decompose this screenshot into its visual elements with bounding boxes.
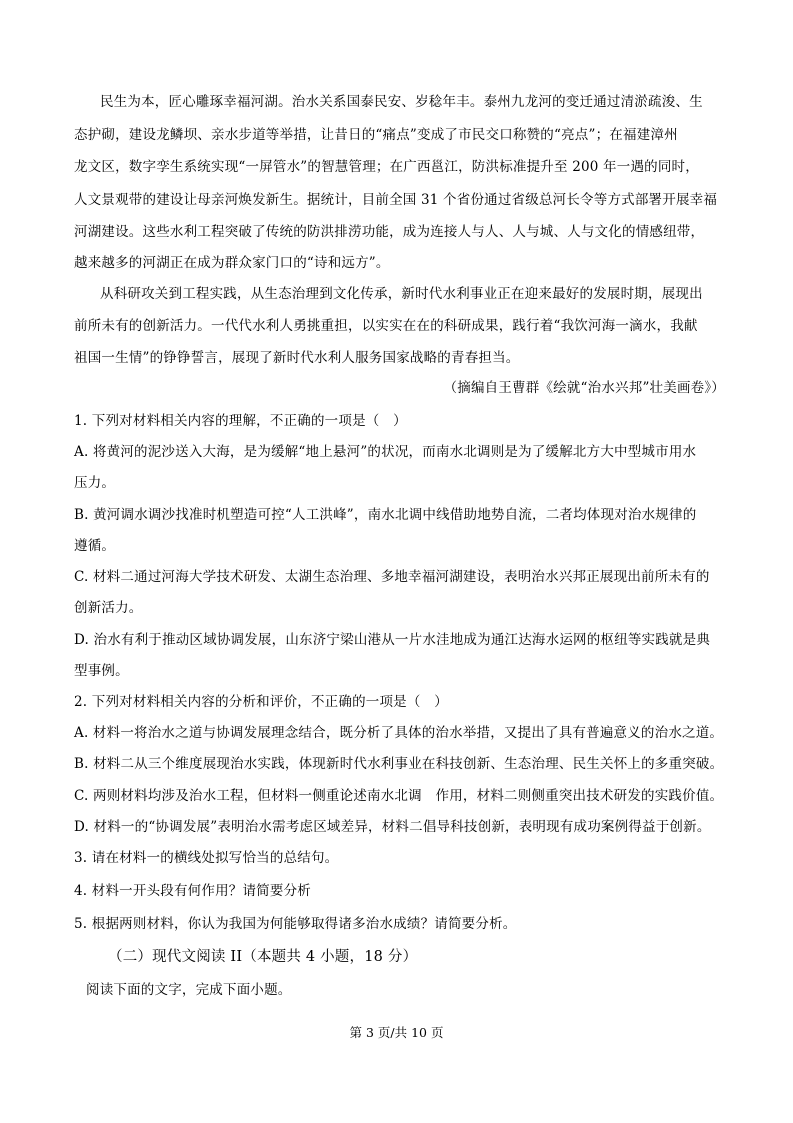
option-line: 遵循。 — [74, 538, 116, 554]
question-5: 5. 根据两则材料，你认为我国为何能够取得诸多治水成绩？请简要分析。 — [74, 916, 517, 932]
question-4: 4. 材料一开头段有何作用？请简要分析 — [74, 883, 311, 899]
option-line: 压力。 — [74, 475, 116, 491]
option-line: D. 治水有利于推动区域协调发展，山东济宁梁山港从一片水洼地成为通江达海水运网的枢纽等实践就是典 — [74, 632, 711, 648]
paragraph-line: 前所未有的创新活力。一代代水利人勇挑重担，以实实在在的科研成果，践行着“我饮河海一滴水，我献 — [74, 318, 698, 334]
option-line: 创新活力。 — [74, 600, 143, 616]
paragraph-line: 人文景观带的建设让母亲河焕发新生。据统计，目前全国 31 个省份通过省级总河长令等方式部署开展幸福 — [74, 192, 718, 208]
paragraph-line: 祖国一生情”的铮铮誓言，展现了新时代水利人服务国家战略的青春担当。 — [74, 350, 520, 366]
question-3: 3. 请在材料一的横线处拟写恰当的总结句。 — [74, 850, 339, 866]
option-line: A. 将黄河的泥沙送入大海，是为缓解“地上悬河”的状况，而南水北调则是为了缓解北方大中型城市用水 — [74, 444, 697, 460]
source-citation: （摘编自王曹群《绘就“治水兴邦”壮美画卷》） — [443, 380, 725, 396]
option-line: D. 材料一的“协调发展”表明治水需考虑区域差异，材料二倡导科技创新，表明现有成功案例得益于创新。 — [74, 819, 711, 835]
option-line: C. 两则材料均涉及治水工程，但材料一侧重论述南水北调 作用，材料二则侧重突出技术研发的实践价值。 — [74, 788, 724, 804]
question-2: 2. 下列对材料相关内容的分析和评价，不正确的一项是（ ） — [74, 694, 448, 710]
question-1: 1. 下列对材料相关内容的理解，不正确的一项是（ ） — [74, 413, 407, 429]
option-line: B. 材料二从三个维度展现治水实践，体现新时代水利事业在科技创新、生态治理、民生关怀上的多重突破。 — [74, 756, 724, 772]
paragraph-line: 河湖建设。这些水利工程突破了传统的防洪排涝功能，成为连接人与人、人与城、人与文化的情感纽带， — [74, 224, 705, 240]
paragraph-line: 从科研攻关到工程实践，从生态治理到文化传承，新时代水利事业正在迎来最好的发展时期，展现出 — [100, 286, 703, 302]
section-instruction: 阅读下面的文字，完成下面小题。 — [86, 982, 292, 998]
paragraph-line: 越来越多的河湖正在成为群众家门口的“诗和远方”。 — [74, 255, 390, 271]
page-footer: 第 3 页/共 10 页 — [349, 1025, 444, 1040]
option-line: 型事例。 — [74, 663, 129, 679]
paragraph-line: 态护砌，建设龙鳞坝、亲水步道等举措，让昔日的“痛点”变成了市民交口称赞的“亮点”；在福建漳州 — [74, 127, 678, 143]
option-line: C. 材料二通过河海大学技术研发、太湖生态治理、多地幸福河湖建设，表明治水兴邦正展现出前所未有的 — [74, 569, 710, 585]
section-heading: （二）现代文阅读 II（本题共 4 小题，18 分） — [108, 949, 418, 965]
option-line: A. 材料一将治水之道与协调发展理念结合，既分析了具体的治水举措，又提出了具有普遍意义的治水之道。 — [74, 725, 724, 741]
option-line: B. 黄河调水调沙找准时机塑造可控“人工洪峰”，南水北调中线借助地势自流，二者均体现对治水规律的 — [74, 507, 697, 523]
paragraph-line: 民生为本，匠心雕琢幸福河湖。治水关系国泰民安、岁稔年丰。泰州九龙河的变迁通过清淤疏浚、生 — [100, 94, 703, 110]
paragraph-line: 龙文区，数字孪生系统实现“一屏管水”的智慧管理；在广西邕江，防洪标准提升至 200 年一遇的同时， — [74, 159, 699, 175]
